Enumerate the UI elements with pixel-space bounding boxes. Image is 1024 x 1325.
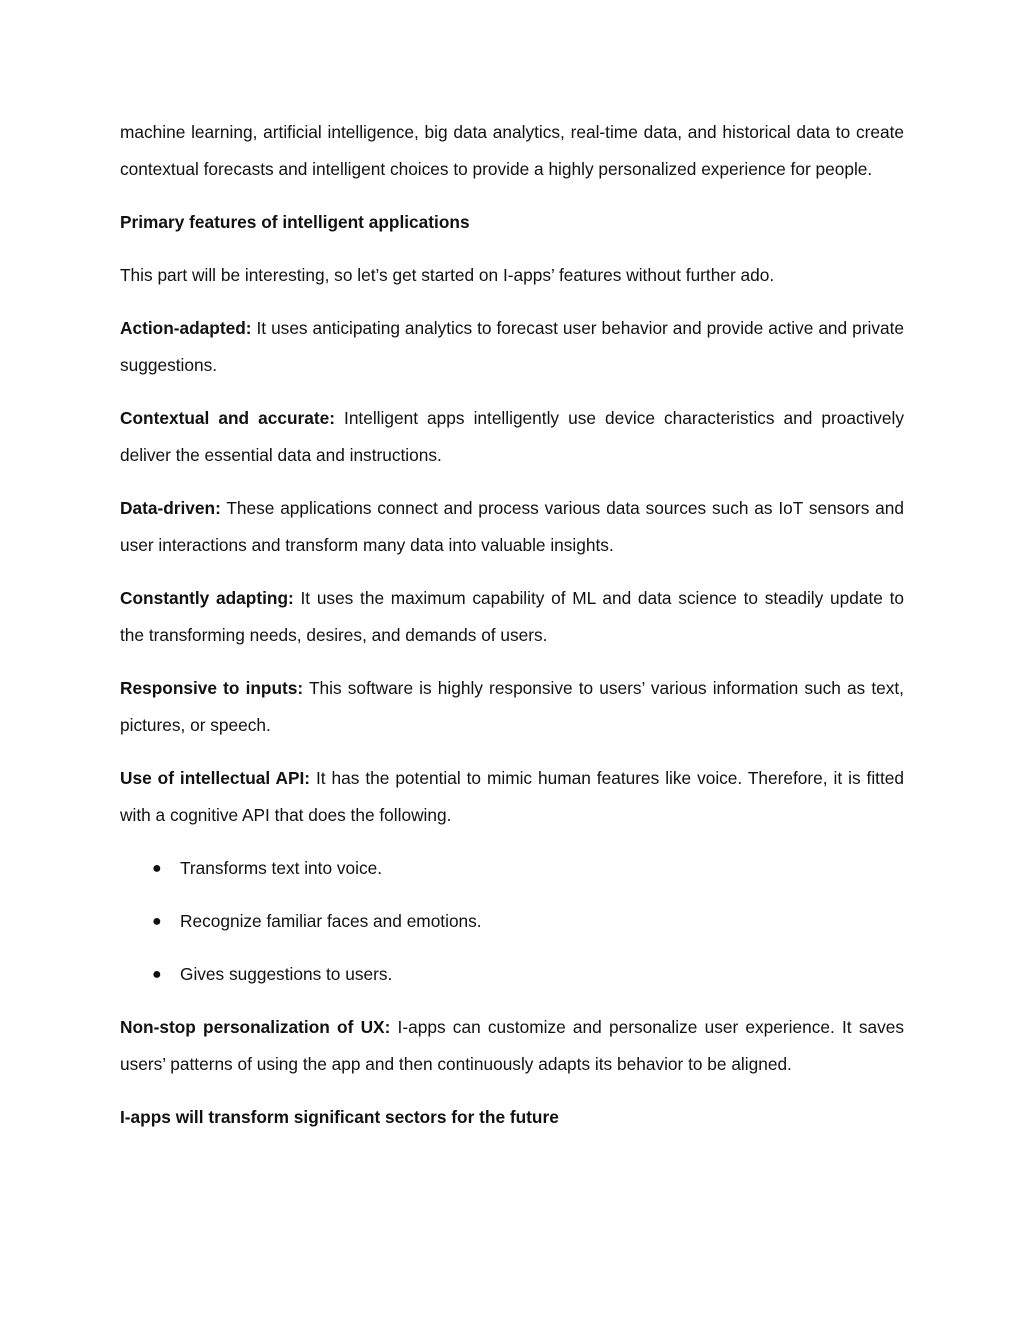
feature-text: This software is highly responsive to users’ various information such as text, pictures, or speech. [120, 678, 904, 735]
feature-data-driven [120, 490, 904, 564]
bullet-icon: ● [152, 966, 162, 983]
feature-lead: Action-adapted: [120, 318, 252, 338]
feature-responsive-inputs [120, 670, 904, 744]
feature-text: Intelligent apps intelligently use device characteristics and proactively deliver the essential data and instructions. [120, 408, 904, 465]
feature-constantly-adapting [120, 580, 904, 654]
feature-lead: Responsive to inputs: [120, 678, 304, 698]
feature-text: It uses the maximum capability of ML and data science to steadily update to the transforming needs, desires, and demands of users. [120, 588, 904, 645]
feature-lead: Constantly adapting: [120, 588, 294, 608]
feature-action-adapted [120, 310, 904, 384]
feature-text: I-apps can customize and personalize user experience. It saves users’ patterns of using the app and then continuously adapts its behavior to be aligned. [120, 1017, 904, 1074]
list-item-text: Recognize familiar faces and emotions. [180, 911, 482, 931]
list-item [120, 850, 904, 887]
section-heading-primary-features: Primary features of intelligent applications [120, 212, 470, 232]
list-item [120, 903, 904, 940]
feature-intellectual-api [120, 760, 904, 834]
list-item-text: Gives suggestions to users. [180, 964, 393, 984]
feature-contextual-accurate [120, 400, 904, 474]
feature-nonstop-personalization [120, 1009, 904, 1083]
list-item [120, 956, 904, 993]
feature-lead: Use of intellectual API: [120, 768, 311, 788]
feature-lead: Non-stop personalization of UX: [120, 1017, 391, 1037]
feature-text: It uses anticipating analytics to forecast user behavior and provide active and private suggestions. [120, 318, 904, 375]
section-heading-transform-sectors: I-apps will transform significant sectors for the future [120, 1107, 559, 1127]
feature-lead: Contextual and accurate: [120, 408, 335, 428]
section-intro-paragraph: This part will be interesting, so let’s get started on I-apps’ features without further ado. [120, 265, 775, 285]
list-item-text: Transforms text into voice. [180, 858, 382, 878]
intro-paragraph: machine learning, artificial intelligence, big data analytics, real-time data, and historical data to create contextual forecasts and intelligent choices to provide a highly personalized experience for people. [120, 122, 904, 179]
feature-text: It has the potential to mimic human features like voice. Therefore, it is fitted with a cognitive API that does the following. [120, 768, 904, 825]
cognitive-api-list [120, 850, 904, 993]
bullet-icon: ● [152, 860, 162, 877]
feature-text: These applications connect and process various data sources such as IoT sensors and user interactions and transform many data into valuable insights. [120, 498, 904, 555]
feature-lead: Data-driven: [120, 498, 221, 518]
bullet-icon: ● [152, 913, 162, 930]
document-page [120, 114, 904, 1152]
